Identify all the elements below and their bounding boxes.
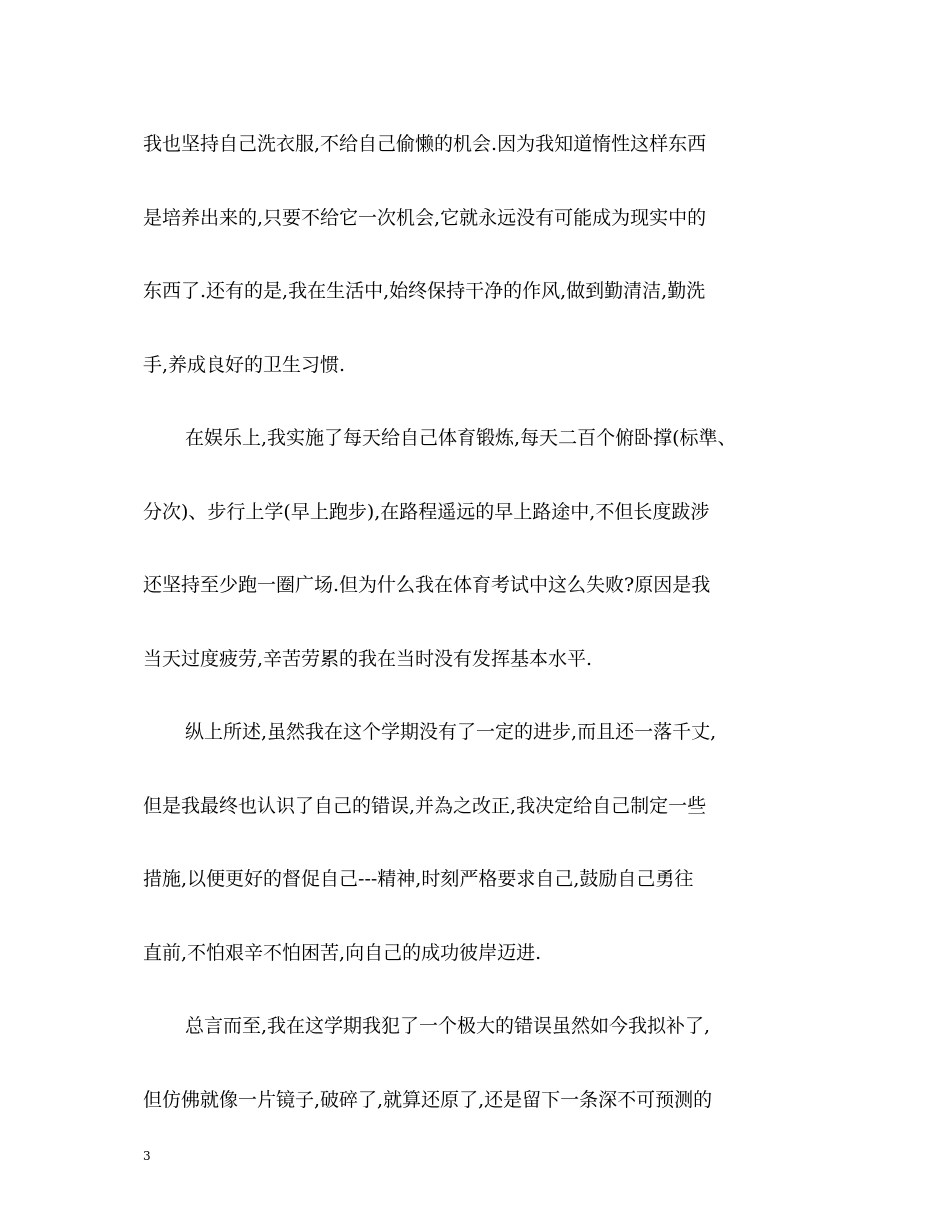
text-line: 是培养出来的,只要不给它一次机会,它就永远没有可能成为现实中的	[143, 206, 707, 229]
text-line: 但仿佛就像一片镜子,破碎了,就算还原了,还是留下一条深不可预测的	[143, 1088, 713, 1111]
paragraph-first-line: 总言而至,我在这学期我犯了一个极大的错误虽然如今我拟补了,	[185, 1015, 711, 1037]
paragraph-first-line: 纵上所述,虽然我在这个学期没有了一定的进步,而且还一落千丈,	[185, 721, 717, 743]
page-number: 3	[143, 1149, 151, 1163]
text-line: 直前,不怕艰辛不怕困苦,向自己的成功彼岸迈进.	[143, 941, 542, 964]
text-line: 手,养成良好的卫生习惯.	[143, 353, 346, 376]
text-line: 措施,以便更好的督促自己---精神,时刻严格要求自己,鼓励自己勇往	[143, 868, 694, 890]
text-line: 当天过度疲劳,辛苦劳累的我在当时没有发挥基本水平.	[143, 647, 593, 670]
text-line: 还坚持至少跑一圈广场.但为什么我在体育考试中这么失败?原因是我	[143, 574, 711, 596]
body-text	[143, 120, 813, 1149]
text-line: 但是我最终也认识了自己的错误,并為之改正,我决定给自己制定一些	[143, 794, 707, 817]
text-line: 分次)、步行上学(早上跑步),在路程遥远的早上路途中,不但长度跋涉	[143, 500, 710, 523]
paragraph-first-line: 在娱乐上,我实施了每天给自己体育锻炼,每天二百个俯卧撑(标準、	[185, 427, 737, 449]
text-line: 东西了.还有的是,我在生活中,始终保持干净的作风,做到勤清洁,勤洗	[143, 280, 706, 302]
text-line: 我也坚持自己洗衣服,不给自己偷懒的机会.因为我知道惰性这样东西	[143, 133, 707, 155]
